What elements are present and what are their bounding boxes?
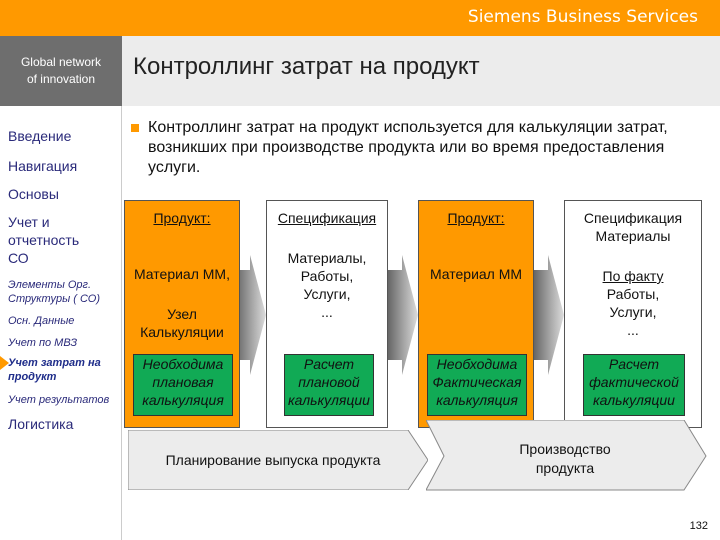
col2-g2: плановой: [298, 374, 360, 390]
brand-title: Siemens Business Services: [467, 7, 698, 27]
tagline-line1: Global network: [20, 55, 102, 69]
column-spec-actual: [564, 200, 702, 428]
nav-item-master-data[interactable]: Осн. Данные: [8, 315, 75, 327]
column-product-actual: [418, 200, 534, 428]
tagline-line2: of innovation: [26, 72, 96, 86]
col1-mid3: Калькуляции: [140, 324, 224, 340]
arrow-2-icon: [388, 255, 418, 375]
col2-mid4: ...: [321, 304, 333, 320]
col4-g3: калькуляции: [593, 392, 675, 408]
tagline: [0, 54, 122, 88]
production-label-2: продукта: [535, 460, 595, 476]
col3-green-box: [427, 354, 527, 416]
col1-g2: плановая: [152, 374, 214, 390]
col4-g1: Расчет: [608, 356, 660, 372]
col2-mid1: Материалы,: [287, 250, 367, 266]
nav-item-intro[interactable]: Введение: [8, 128, 72, 144]
col1-green-box: [133, 354, 233, 416]
col4-green-box: [583, 354, 685, 416]
nav-item-org-2[interactable]: Структуры ( СО): [8, 293, 101, 305]
col4-mid3: Услуги,: [609, 304, 657, 320]
arrow-1-icon: [236, 255, 266, 375]
intro-text: Контроллинг затрат на продукт используется для калькуляции затрат, возникших при производстве продукта или во время предоставления услуги.: [148, 119, 668, 176]
col3-mid1: Материал ММ: [429, 266, 523, 282]
nav-item-product-cost-1[interactable]: Учет затрат на: [8, 357, 101, 369]
planning-label: Планирование выпуска продукта: [165, 452, 381, 468]
production-label: [440, 440, 690, 478]
nav-item-navigation[interactable]: Навигация: [8, 158, 78, 174]
sidebar-nav: [0, 106, 122, 540]
active-marker-icon: [0, 356, 9, 370]
col4-g2: фактической: [589, 374, 679, 390]
col1-mid2: Узел: [167, 306, 197, 322]
nav-item-cost-center[interactable]: Учет по МВЗ: [8, 337, 78, 349]
col3-g1: Необходима: [436, 356, 518, 372]
page-title: Контроллинг затрат на продукт: [133, 53, 480, 80]
nav-item-basics[interactable]: Основы: [8, 186, 59, 202]
col3-g3: калькуляция: [436, 392, 518, 408]
arrow-3-icon: [534, 255, 564, 375]
nav-item-accounting-2[interactable]: отчетность: [8, 232, 80, 248]
col2-mid2: Работы,: [300, 268, 354, 284]
nav-item-org-1[interactable]: Элементы Орг.: [8, 279, 92, 291]
nav-item-accounting-3[interactable]: СО: [8, 250, 29, 266]
siemens-logo: SIEMENS: [14, 504, 117, 526]
nav-item-accounting-1[interactable]: Учет и: [8, 214, 50, 230]
col4-mid1: По факту: [602, 268, 664, 284]
bullet-icon: [131, 124, 139, 132]
col4-mid4: ...: [627, 322, 639, 338]
nav-item-results[interactable]: Учет результатов: [8, 394, 110, 406]
col4-mid2: Работы,: [606, 286, 660, 302]
nav-item-logistics[interactable]: Логистика: [8, 416, 74, 432]
page-number: 132: [689, 520, 708, 532]
col1-g1: Необходима: [142, 356, 224, 372]
col1-mid1: Материал ММ,: [133, 266, 230, 282]
production-label-1: Производство: [519, 441, 611, 457]
col3-head: Продукт:: [447, 210, 505, 226]
col2-mid3: Услуги,: [303, 286, 351, 302]
col2-head: Спецификация: [277, 210, 377, 226]
col2-g1: Расчет: [303, 356, 355, 372]
col2-green-box: [284, 354, 374, 416]
col4-head1: Спецификация: [583, 210, 683, 226]
col1-head: Продукт:: [153, 210, 211, 226]
col1-g3: калькуляция: [142, 392, 224, 408]
col4-head2: Материалы: [595, 228, 671, 244]
col2-g3: калькуляции: [288, 392, 370, 408]
column-product-plan: [124, 200, 240, 428]
column-spec-plan: [266, 200, 388, 428]
col3-g2: Фактическая: [432, 374, 522, 390]
nav-item-product-cost-2[interactable]: продукт: [8, 371, 57, 383]
